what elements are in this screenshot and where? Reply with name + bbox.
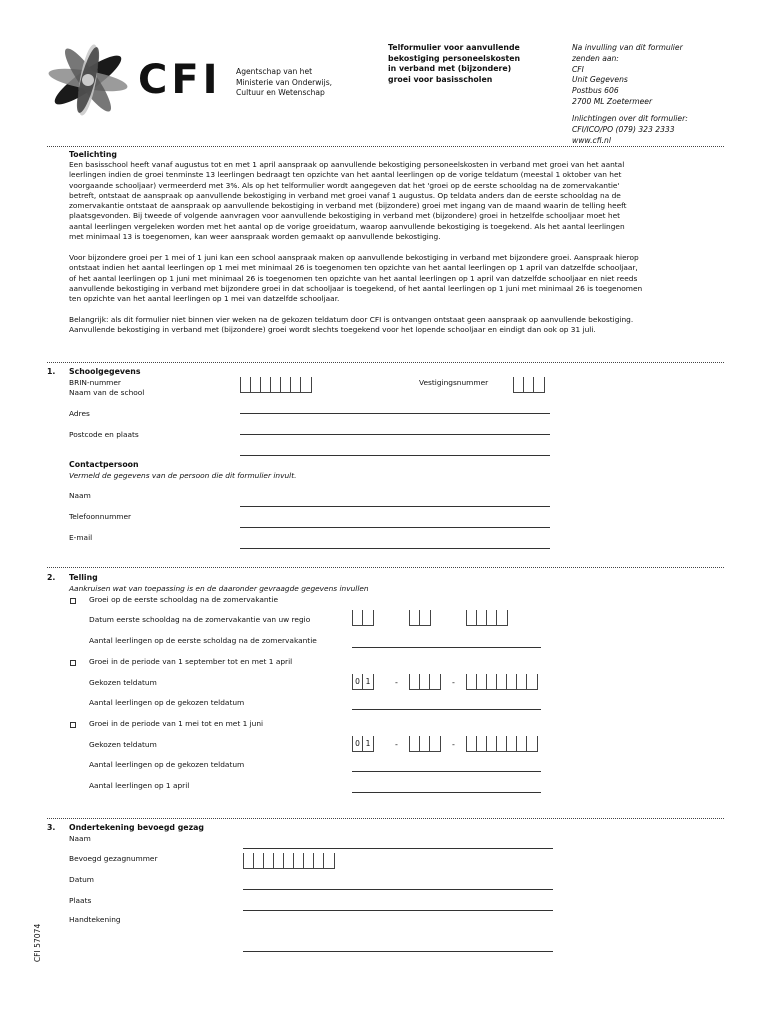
text-line: ten opzichte van het aantal leerlingen op 1 mei van datzelfde schooljaar. <box>69 294 340 304</box>
text-line: voorgaande schooljaar) vermeerderd met 3%. Als op het telformulier wordt aangegeven dat het 'groei op de eerste schooldag na de zomervakantie' <box>69 180 620 190</box>
agency-line: Ministerie van Onderwijs, <box>236 77 333 87</box>
contact-name-label: Naam <box>69 491 91 500</box>
char-box <box>363 610 373 625</box>
section-number: 3. <box>47 823 56 832</box>
char-box <box>507 674 517 689</box>
brin-input[interactable] <box>240 377 312 393</box>
char-box <box>497 736 507 751</box>
day-digit: 0 <box>353 736 363 751</box>
form-title <box>388 43 520 85</box>
char-box <box>410 674 420 689</box>
char-box <box>261 377 271 392</box>
contact-name-field[interactable] <box>240 506 550 507</box>
signer-name-label: Naam <box>69 834 91 843</box>
send-to-block <box>572 43 683 108</box>
char-box <box>467 674 477 689</box>
place-label: Plaats <box>69 896 92 905</box>
char-box <box>264 853 274 868</box>
phone-field[interactable] <box>240 527 550 528</box>
intro-paragraph-3 <box>69 315 725 336</box>
section-number: 1. <box>47 367 56 376</box>
postcode-field[interactable] <box>240 455 550 456</box>
signer-name-field[interactable] <box>243 848 553 849</box>
day-digit: 1 <box>365 739 371 748</box>
option-3-checkbox[interactable] <box>70 722 76 728</box>
option-1-date-input-month[interactable] <box>409 610 431 626</box>
authority-number-input[interactable] <box>243 853 335 869</box>
option-3-label: Groei in de periode van 1 mei tot en met 1 juni <box>89 719 264 728</box>
signature-label: Handtekening <box>69 915 121 924</box>
char-box <box>244 853 254 868</box>
phone-label: Telefoonnummer <box>69 512 132 521</box>
option-2-count-field[interactable] <box>352 709 541 710</box>
char-box <box>420 736 430 751</box>
char-box <box>420 610 430 625</box>
authority-number-label: Bevoegd gezagnummer <box>69 854 158 863</box>
option-1-date-input-year[interactable] <box>466 610 508 626</box>
info-link[interactable]: www.cfi.nl <box>572 135 611 145</box>
option-3-count-field[interactable] <box>352 771 541 772</box>
char-box <box>294 853 304 868</box>
char-box <box>507 736 517 751</box>
option-2-checkbox[interactable] <box>70 660 76 666</box>
char-box <box>410 736 420 751</box>
day-digit: 1 <box>365 677 371 686</box>
char-box <box>241 377 251 392</box>
text-line: plaatsgevonden. Bij tweede of volgende aanvragen voor aanvullende bekostiging in verband met (bijzondere) groei in hetzelfde schooljaar moet het <box>69 211 621 221</box>
char-box <box>281 377 291 392</box>
option-1-date-input-day[interactable] <box>352 610 374 626</box>
cfi-logo-emblem <box>40 36 136 124</box>
day-digit: 0 <box>353 674 363 689</box>
text-line: leerlingen indien de groei tenminste 13 leerlingen bedraagt ten opzichte van het aantal leerlingen op de vorige teldatum (meestal 1 oktober van het <box>69 170 622 180</box>
text-line: betreft, ontstaat de aanspraak op aanvullende bekostiging in verband met groei vanaf 1 augustus. Op teldata anders dan de eerste schooldag na de <box>69 190 621 200</box>
section-title: Schoolgegevens <box>69 367 141 376</box>
divider <box>47 567 724 568</box>
info-block <box>572 114 688 146</box>
char-box <box>271 377 281 392</box>
char-box <box>430 736 440 751</box>
char-box <box>514 377 524 392</box>
option-3-date-input-month[interactable] <box>409 736 441 752</box>
option-2-date-input-month[interactable] <box>409 674 441 690</box>
date-field[interactable] <box>243 889 553 890</box>
date-separator: - <box>395 740 398 749</box>
option-3-count-label: Aantal leerlingen op de gekozen teldatum <box>89 760 245 769</box>
address-label: Adres <box>69 409 90 418</box>
option-1-checkbox[interactable] <box>70 598 76 604</box>
address-field[interactable] <box>240 434 550 435</box>
char-box <box>430 674 440 689</box>
text-line: Aanvullende bekostiging in verband met (bijzondere) groei wordt slechts toegekend voor het lopende schooljaar en eindigt dan ook op 31 juli. <box>69 325 596 335</box>
text-line: aantal leerlingen vergeleken worden met het aantal op de vorige groeidatum, waarop aanvullende bekostiging is toegekend. Als het aantal leerlingen <box>69 221 625 231</box>
option-2-date-input-day[interactable] <box>352 674 374 690</box>
send-line: 2700 ML Zoetermeer <box>572 96 653 106</box>
title-line: groei voor basisscholen <box>388 74 493 84</box>
option-2-date-label: Gekozen teldatum <box>89 678 157 687</box>
date-separator: - <box>395 678 398 687</box>
char-box <box>487 674 497 689</box>
char-box <box>353 610 363 625</box>
option-1-count-label: Aantal leerlingen op de eerste scholdag na de zomervakantie <box>89 636 317 645</box>
section-title: Telling <box>69 573 98 582</box>
agency-line: Cultuur en Wetenschap <box>236 88 325 97</box>
char-box <box>274 853 284 868</box>
char-box <box>291 377 301 392</box>
brin-label: BRIN-nummer <box>69 378 121 387</box>
divider <box>47 362 724 363</box>
email-label: E-mail <box>69 533 93 542</box>
char-box <box>477 736 487 751</box>
form-code: CFI 57074 <box>33 923 43 963</box>
text-line: Voor bijzondere groei per 1 mei of 1 juni kan een school aanspraak maken op aanvullende bekostiging in verband met bijzondere groei. Aanspraak hierop <box>69 253 639 262</box>
date-separator: - <box>452 740 455 749</box>
school-name-label: Naam van de school <box>69 388 145 397</box>
option-2-count-label: Aantal leerlingen op de gekozen teldatum <box>89 698 245 707</box>
char-box <box>497 610 507 625</box>
char-box <box>477 610 487 625</box>
section-title: Ondertekening bevoegd gezag <box>69 823 204 832</box>
vestiging-input[interactable] <box>513 377 545 393</box>
send-line: zenden aan: <box>572 53 619 63</box>
char-box <box>410 610 420 625</box>
option-1-label: Groei op de eerste schooldag na de zomervakantie <box>89 595 279 604</box>
section-number: 2. <box>47 573 56 582</box>
send-line: Postbus 606 <box>572 86 619 96</box>
date-label: Datum <box>69 875 95 884</box>
char-box <box>314 853 324 868</box>
char-box <box>527 674 537 689</box>
intro-heading: Toelichting <box>69 150 117 159</box>
send-line: CFI <box>572 64 584 74</box>
send-line: Na invulling van dit formulier <box>572 43 683 52</box>
char-box <box>251 377 261 392</box>
info-line: Inlichtingen over dit formulier: <box>572 114 688 123</box>
char-box <box>524 377 534 392</box>
option-3-april-label: Aantal leerlingen op 1 april <box>89 781 190 790</box>
signature-field[interactable] <box>243 951 553 952</box>
char-box <box>420 674 430 689</box>
vestiging-label: Vestigingsnummer <box>419 378 489 387</box>
option-2-date-input-year[interactable] <box>466 674 538 690</box>
char-box <box>304 853 314 868</box>
divider <box>47 818 724 819</box>
char-box <box>301 377 311 392</box>
date-separator: - <box>452 678 455 687</box>
char-box <box>467 610 477 625</box>
text-line: met minimaal 13 is toegenomen, kan weer aanspraak worden gemaakt op aanvullende bekostiging. <box>69 232 441 242</box>
option-3-date-input-year[interactable] <box>466 736 538 752</box>
divider <box>47 146 724 147</box>
char-box <box>487 736 497 751</box>
char-box <box>477 674 487 689</box>
char-box <box>254 853 264 868</box>
text-line: zomervakantie ontstaat de aanspraak op aanvullende bekostiging in verband met (bijzondere) groei met ingang van de maand waarin de telling heeft <box>69 201 627 211</box>
text-line: of het aantal leerlingen op 1 juni met minimaal 26 is toegenomen ten opzichte van het aantal leerlingen op 1 april van datzelfde schooljaar en niet reeds <box>69 273 638 283</box>
char-box <box>487 610 497 625</box>
char-box <box>517 736 527 751</box>
section-note: Aankruisen wat van toepassing is en de daaronder gevraagde gegevens invullen <box>69 584 369 593</box>
char-box <box>467 736 477 751</box>
agency-block <box>236 67 332 99</box>
char-box <box>517 674 527 689</box>
char-box <box>527 736 537 751</box>
option-1-date-label: Datum eerste schooldag na de zomervakantie van uw regio <box>89 615 311 624</box>
text-line: Belangrijk: als dit formulier niet binnen vier weken na de gekozen teldatum door CFI is ontvangen ontstaat geen aanspraak op aanvullende bekostiging. <box>69 315 634 324</box>
send-line: Unit Gegevens <box>572 75 628 85</box>
char-box <box>284 853 294 868</box>
text-line: ontstaat indien het aantal leerlingen op 1 mei met minimaal 26 is toegenomen ten opzichte van het aantal leerlingen op 1 april van datzelfde schooljaar, <box>69 263 638 273</box>
intro-paragraph-1 <box>69 160 725 242</box>
agency-line: Agentschap van het <box>236 67 313 76</box>
option-3-april-field[interactable] <box>352 792 541 793</box>
option-1-count-field[interactable] <box>352 647 541 648</box>
title-line: in verband met (bijzondere) <box>388 64 512 73</box>
postcode-label: Postcode en plaats <box>69 430 139 439</box>
title-line: Telformulier voor aanvullende <box>388 43 520 52</box>
char-box <box>324 853 334 868</box>
char-box <box>534 377 544 392</box>
info-line: CFI/ICO/PO (079) 323 2333 <box>572 124 675 134</box>
text-line: Een basisschool heeft vanaf augustus tot en met 1 april aanspraak op aanvullende bekostiging personeelskosten in verband met groei van het aantal <box>69 160 625 169</box>
email-field[interactable] <box>240 548 550 549</box>
intro-paragraph-2 <box>69 253 725 304</box>
cfi-logo-text: CFI <box>138 57 222 103</box>
option-2-label: Groei in de periode van 1 september tot en met 1 april <box>89 657 293 666</box>
option-3-date-label: Gekozen teldatum <box>89 740 157 749</box>
option-3-date-input-day[interactable] <box>352 736 374 752</box>
contact-note: Vermeld de gegevens van de persoon die dit formulier invult. <box>69 471 297 480</box>
place-field[interactable] <box>243 910 553 911</box>
contact-title: Contactpersoon <box>69 460 139 469</box>
char-box <box>497 674 507 689</box>
text-line: aanvullende bekostiging in verband met bijzondere groei in dat schooljaar is toegekend, of het aantal leerlingen op 1 juni met minimaal 26 is toegenomen <box>69 283 643 293</box>
title-line: bekostiging personeelskosten <box>388 53 521 63</box>
school-name-field[interactable] <box>240 413 550 414</box>
